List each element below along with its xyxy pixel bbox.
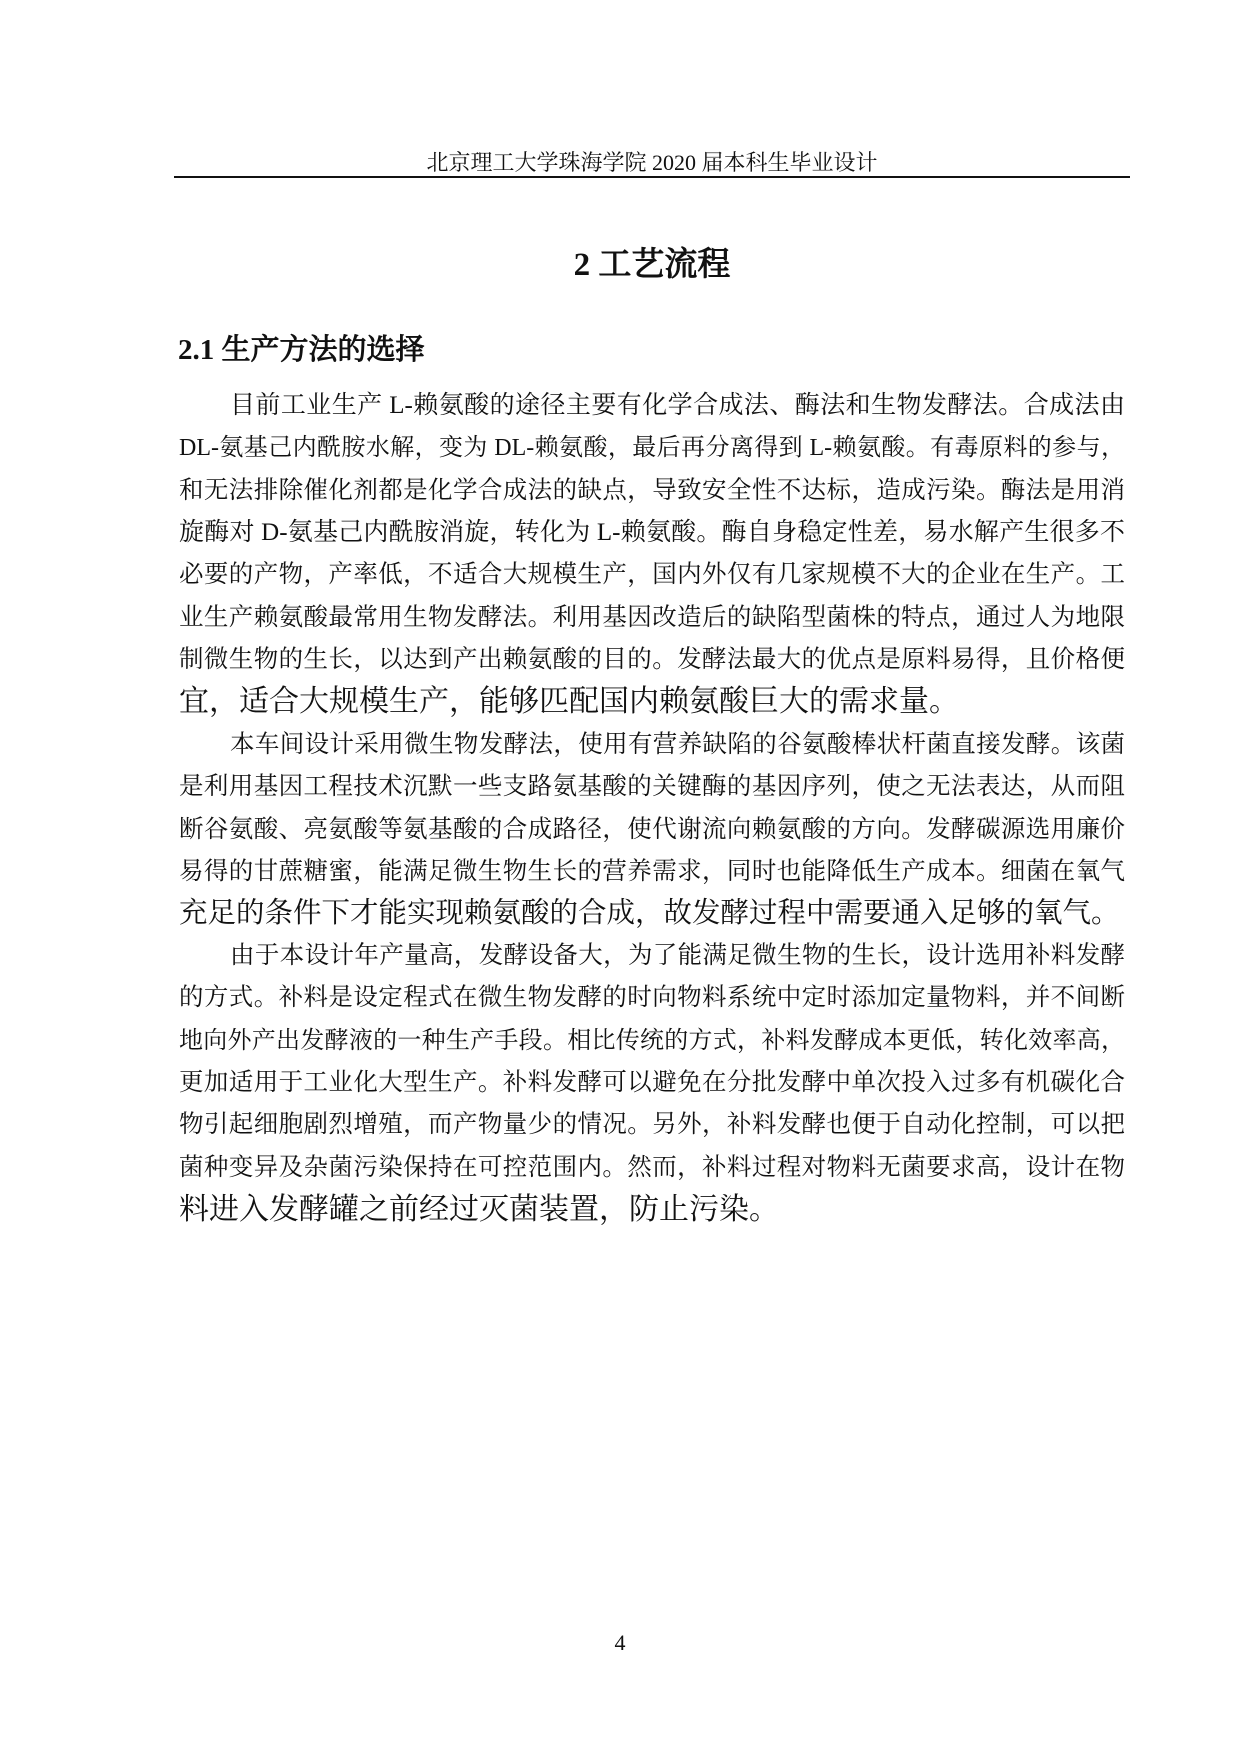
- paragraph-line: 旋酶对 D-氨基己内酰胺消旋，转化为 L-赖氨酸。酶自身稳定性差，易水解产生很多不: [179, 518, 1125, 546]
- paragraph-line: 充足的条件下才能实现赖氨酸的合成，故发酵过程中需要通入足够的氧气。: [179, 898, 1120, 930]
- page-number: 4: [614, 1630, 626, 1655]
- paragraph-line: 是利用基因工程技术沉默一些支路氨基酸的关键酶的基因序列，使之无法表达，从而阻: [179, 773, 1125, 801]
- paragraph-line: 地向外产出发酵液的一种生产手段。相比传统的方式，补料发酵成本更低，转化效率高，: [179, 1027, 1125, 1054]
- paragraph-line: 菌种变异及杂菌污染保持在可控范围内。然而，补料过程对物料无菌要求高，设计在物: [179, 1153, 1125, 1181]
- section-title: 2.1 生产方法的选择: [178, 334, 425, 366]
- paragraph-line: 制微生物的生长，以达到产出赖氨酸的目的。发酵法最大的优点是原料易得，且价格便: [179, 645, 1125, 673]
- paragraph-line: DL-氨基己内酰胺水解，变为 DL-赖氨酸，最后再分离得到 L-赖氨酸。有毒原料的参与，: [179, 435, 1125, 462]
- paragraph-line: 必要的产物，产率低，不适合大规模生产，国内外仅有几家规模不大的企业在生产。工: [179, 561, 1125, 589]
- paragraph-line: 由于本设计年产量高，发酵设备大，为了能满足微生物的生长，设计选用补料发酵: [230, 942, 1125, 969]
- paragraph-line: 目前工业生产 L-赖氨酸的途径主要有化学合成法、酶法和生物发酵法。合成法由: [230, 392, 1125, 419]
- paragraph-line: 易得的甘蔗糖蜜，能满足微生物生长的营养需求，同时也能降低生产成本。细菌在氧气: [179, 857, 1125, 885]
- page-header: 北京理工大学珠海学院 2020 届本科生毕业设计: [426, 150, 878, 175]
- header-rule: [174, 176, 1130, 178]
- paragraph-line: 物引起细胞剧烈增殖，而产物量少的情况。另外，补料发酵也便于自动化控制，可以把: [179, 1111, 1125, 1139]
- paragraph-line: 本车间设计采用微生物发酵法，使用有营养缺陷的谷氨酸棒状杆菌直接发酵。该菌: [230, 731, 1125, 758]
- paragraph-line: 宜，适合大规模生产，能够匹配国内赖氨酸巨大的需求量。: [179, 685, 959, 719]
- paragraph-line: 和无法排除催化剂都是化学合成法的缺点，导致安全性不达标，造成污染。酶法是用消: [179, 476, 1125, 504]
- paragraph-line: 断谷氨酸、亮氨酸等氨基酸的合成路径，使代谢流向赖氨酸的方向。发酵碳源选用廉价: [179, 815, 1125, 843]
- paragraph-line: 更加适用于工业化大型生产。补料发酵可以避免在分批发酵中单次投入过多有机碳化合: [179, 1068, 1125, 1096]
- paragraph-line: 的方式。补料是设定程式在微生物发酵的时向物料系统中定时添加定量物料，并不间断: [179, 984, 1125, 1012]
- paragraph-line: 料进入发酵罐之前经过灭菌装置，防止污染。: [179, 1192, 779, 1226]
- chapter-title: 2 工艺流程: [573, 247, 731, 283]
- paragraph-line: 业生产赖氨酸最常用生物发酵法。利用基因改造后的缺陷型菌株的特点，通过人为地限: [179, 603, 1125, 631]
